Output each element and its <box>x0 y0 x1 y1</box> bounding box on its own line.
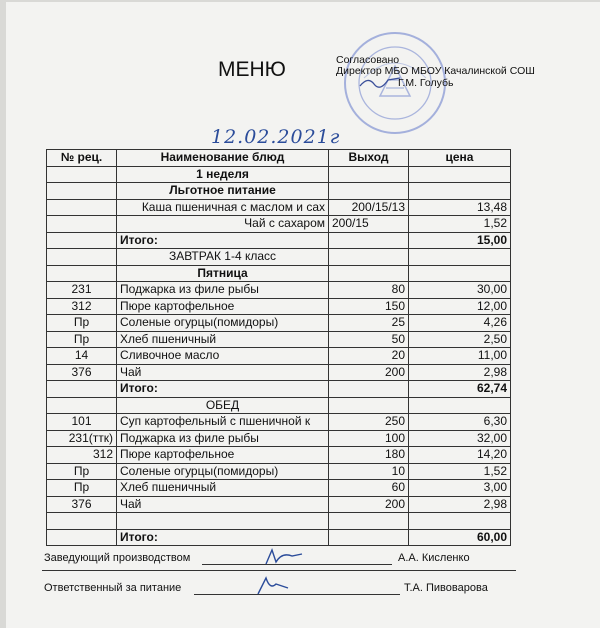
table-row <box>47 414 511 431</box>
total-value: 62,74 <box>409 381 511 398</box>
total-label: Итого: <box>117 529 329 546</box>
breakfast-label: ЗАВТРАК 1-4 класс <box>117 249 329 266</box>
footer-divider <box>42 570 516 571</box>
menu-table <box>46 149 511 546</box>
table-row <box>47 496 511 513</box>
total-row <box>47 529 511 546</box>
table-header-row <box>47 150 511 167</box>
responsible-name: Т.А. Пивоварова <box>404 582 488 594</box>
cell-price: 14,20 <box>409 447 511 464</box>
cell-dish: Соленые огурцы(помидоры) <box>117 463 329 480</box>
cell-price: 3,00 <box>409 480 511 497</box>
total-row <box>47 381 511 398</box>
menu-title: МЕНЮ <box>218 58 286 81</box>
cell-dish: Чай <box>117 496 329 513</box>
cell-dish: Пюре картофельное <box>117 298 329 315</box>
section-row <box>47 183 511 200</box>
cell-recipe <box>47 199 117 216</box>
director-signature <box>358 74 402 90</box>
cell-price: 32,00 <box>409 430 511 447</box>
table-row <box>47 298 511 315</box>
cell-output: 200 <box>329 496 409 513</box>
total-row <box>47 232 511 249</box>
cell-price: 12,00 <box>409 298 511 315</box>
cell-dish: Поджарка из филе рыбы <box>117 430 329 447</box>
total-label: Итого: <box>117 232 329 249</box>
cell-price: 6,30 <box>409 414 511 431</box>
total-value: 15,00 <box>409 232 511 249</box>
lunch-label: ОБЕД <box>117 397 329 414</box>
cell-recipe <box>47 216 117 233</box>
day-row <box>47 265 511 282</box>
cell-output: 250 <box>329 414 409 431</box>
cell-output: 180 <box>329 447 409 464</box>
cell-price: 1,52 <box>409 216 511 233</box>
cell-price: 2,98 <box>409 364 511 381</box>
table-row <box>47 447 511 464</box>
empty-row <box>47 513 511 530</box>
menu-date: 12.02.2021г <box>211 126 341 148</box>
cell-dish: Поджарка из филе рыбы <box>117 282 329 299</box>
cell-recipe: 376 <box>47 496 117 513</box>
cell-recipe: 231 <box>47 282 117 299</box>
cell-recipe: 14 <box>47 348 117 365</box>
table-row <box>47 331 511 348</box>
cell-recipe: Пр <box>47 480 117 497</box>
table-row <box>47 315 511 332</box>
cell-recipe: 312 <box>47 447 117 464</box>
cell-recipe: Пр <box>47 463 117 480</box>
menu-document <box>6 2 600 628</box>
cell-dish: Пюре картофельное <box>117 447 329 464</box>
table-row <box>47 216 511 233</box>
cell-price: 11,00 <box>409 348 511 365</box>
cell-recipe: 376 <box>47 364 117 381</box>
total-label: Итого: <box>117 381 329 398</box>
cell-dish: Сливочное масло <box>117 348 329 365</box>
cell-output: 25 <box>329 315 409 332</box>
cell-price: 13,48 <box>409 199 511 216</box>
cell-recipe: 101 <box>47 414 117 431</box>
cell-recipe: Пр <box>47 331 117 348</box>
cell-dish: Соленые огурцы(помидоры) <box>117 315 329 332</box>
cell-output: 50 <box>329 331 409 348</box>
head-name: А.А. Кисленко <box>398 552 470 564</box>
cell-price: 2,50 <box>409 331 511 348</box>
table-row <box>47 348 511 365</box>
responsible-signature-line <box>194 594 400 595</box>
header-output: Выход <box>329 150 409 167</box>
responsible-signature <box>254 574 294 598</box>
total-value: 60,00 <box>409 529 511 546</box>
header-price: цена <box>409 150 511 167</box>
cell-dish: Хлеб пшеничный <box>117 480 329 497</box>
cell-price: 2,98 <box>409 496 511 513</box>
cell-output: 20 <box>329 348 409 365</box>
table-row <box>47 430 511 447</box>
cell-dish: Хлеб пшеничный <box>117 331 329 348</box>
table-row <box>47 199 511 216</box>
header-recipe-no: № рец. <box>47 150 117 167</box>
table-row <box>47 463 511 480</box>
meal-row <box>47 249 511 266</box>
cell-recipe: Пр <box>47 315 117 332</box>
head-signature <box>262 546 306 568</box>
cell-dish: Чай <box>117 364 329 381</box>
approval-line-2: Директор МБО МБОУ Качалинской СОШ <box>336 65 535 77</box>
cell-output: 10 <box>329 463 409 480</box>
cell-output: 80 <box>329 282 409 299</box>
cell-price: 30,00 <box>409 282 511 299</box>
week-label: 1 неделя <box>117 166 329 183</box>
table-row <box>47 480 511 497</box>
cell-price: 4,26 <box>409 315 511 332</box>
week-row <box>47 166 511 183</box>
cell-output: 100 <box>329 430 409 447</box>
day-label: Пятница <box>117 265 329 282</box>
cell-price: 1,52 <box>409 463 511 480</box>
head-label: Заведующий производством <box>44 552 191 564</box>
cell-output: 200 <box>329 364 409 381</box>
approval-line-1: Согласовано <box>336 54 400 66</box>
cell-recipe: 312 <box>47 298 117 315</box>
cell-dish: Суп картофельный с пшеничной к <box>117 414 329 431</box>
cell-dish: Каша пшеничная с маслом и сах <box>117 199 329 216</box>
table-row <box>47 282 511 299</box>
cell-output: 200/15/13 <box>329 199 409 216</box>
approval-line-3: Г.М. Голубь <box>398 77 454 89</box>
responsible-label: Ответственный за питание <box>44 582 182 594</box>
cell-recipe: 231(ттк) <box>47 430 117 447</box>
meal-row <box>47 397 511 414</box>
table-row <box>47 364 511 381</box>
header-dish-name: Наименование блюд <box>117 150 329 167</box>
cell-output: 60 <box>329 480 409 497</box>
cell-output: 150 <box>329 298 409 315</box>
cell-dish: Чай с сахаром <box>117 216 329 233</box>
section-lgot-label: Льготное питание <box>117 183 329 200</box>
cell-output: 200/15 <box>329 216 409 233</box>
